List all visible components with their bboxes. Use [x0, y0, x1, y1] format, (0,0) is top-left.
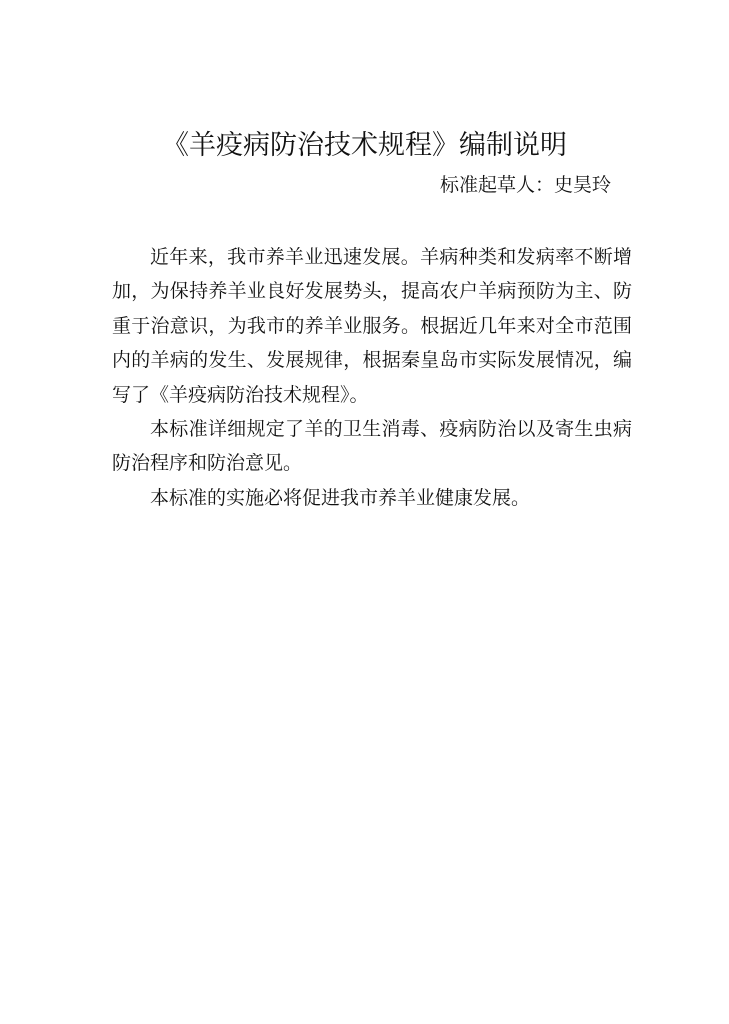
paragraph-scope: 本标准详细规定了羊的卫生消毒、疫病防治以及寄生虫病防治程序和防治意见。	[112, 418, 632, 475]
paragraph-conclusion: 本标准的实施必将促进我市养羊业健康发展。	[150, 486, 531, 509]
paragraph-intro: 近年来，我市养羊业迅速发展。羊病种类和发病率不断增加，为保持养羊业良好发展势头，提高农户羊病预防为主、防重于治意识，为我市的养羊业服务。根据近几年来对全市范围内的羊病的发生、发展规律，根据秦皇岛市实际发展情况，编写了《羊疫病防治技术规程》。	[112, 246, 632, 406]
document-body	[112, 240, 632, 515]
document-title: 《羊疫病防治技术规程》编制说明	[162, 130, 567, 161]
document-author: 标准起草人：史昊玲	[439, 174, 611, 196]
